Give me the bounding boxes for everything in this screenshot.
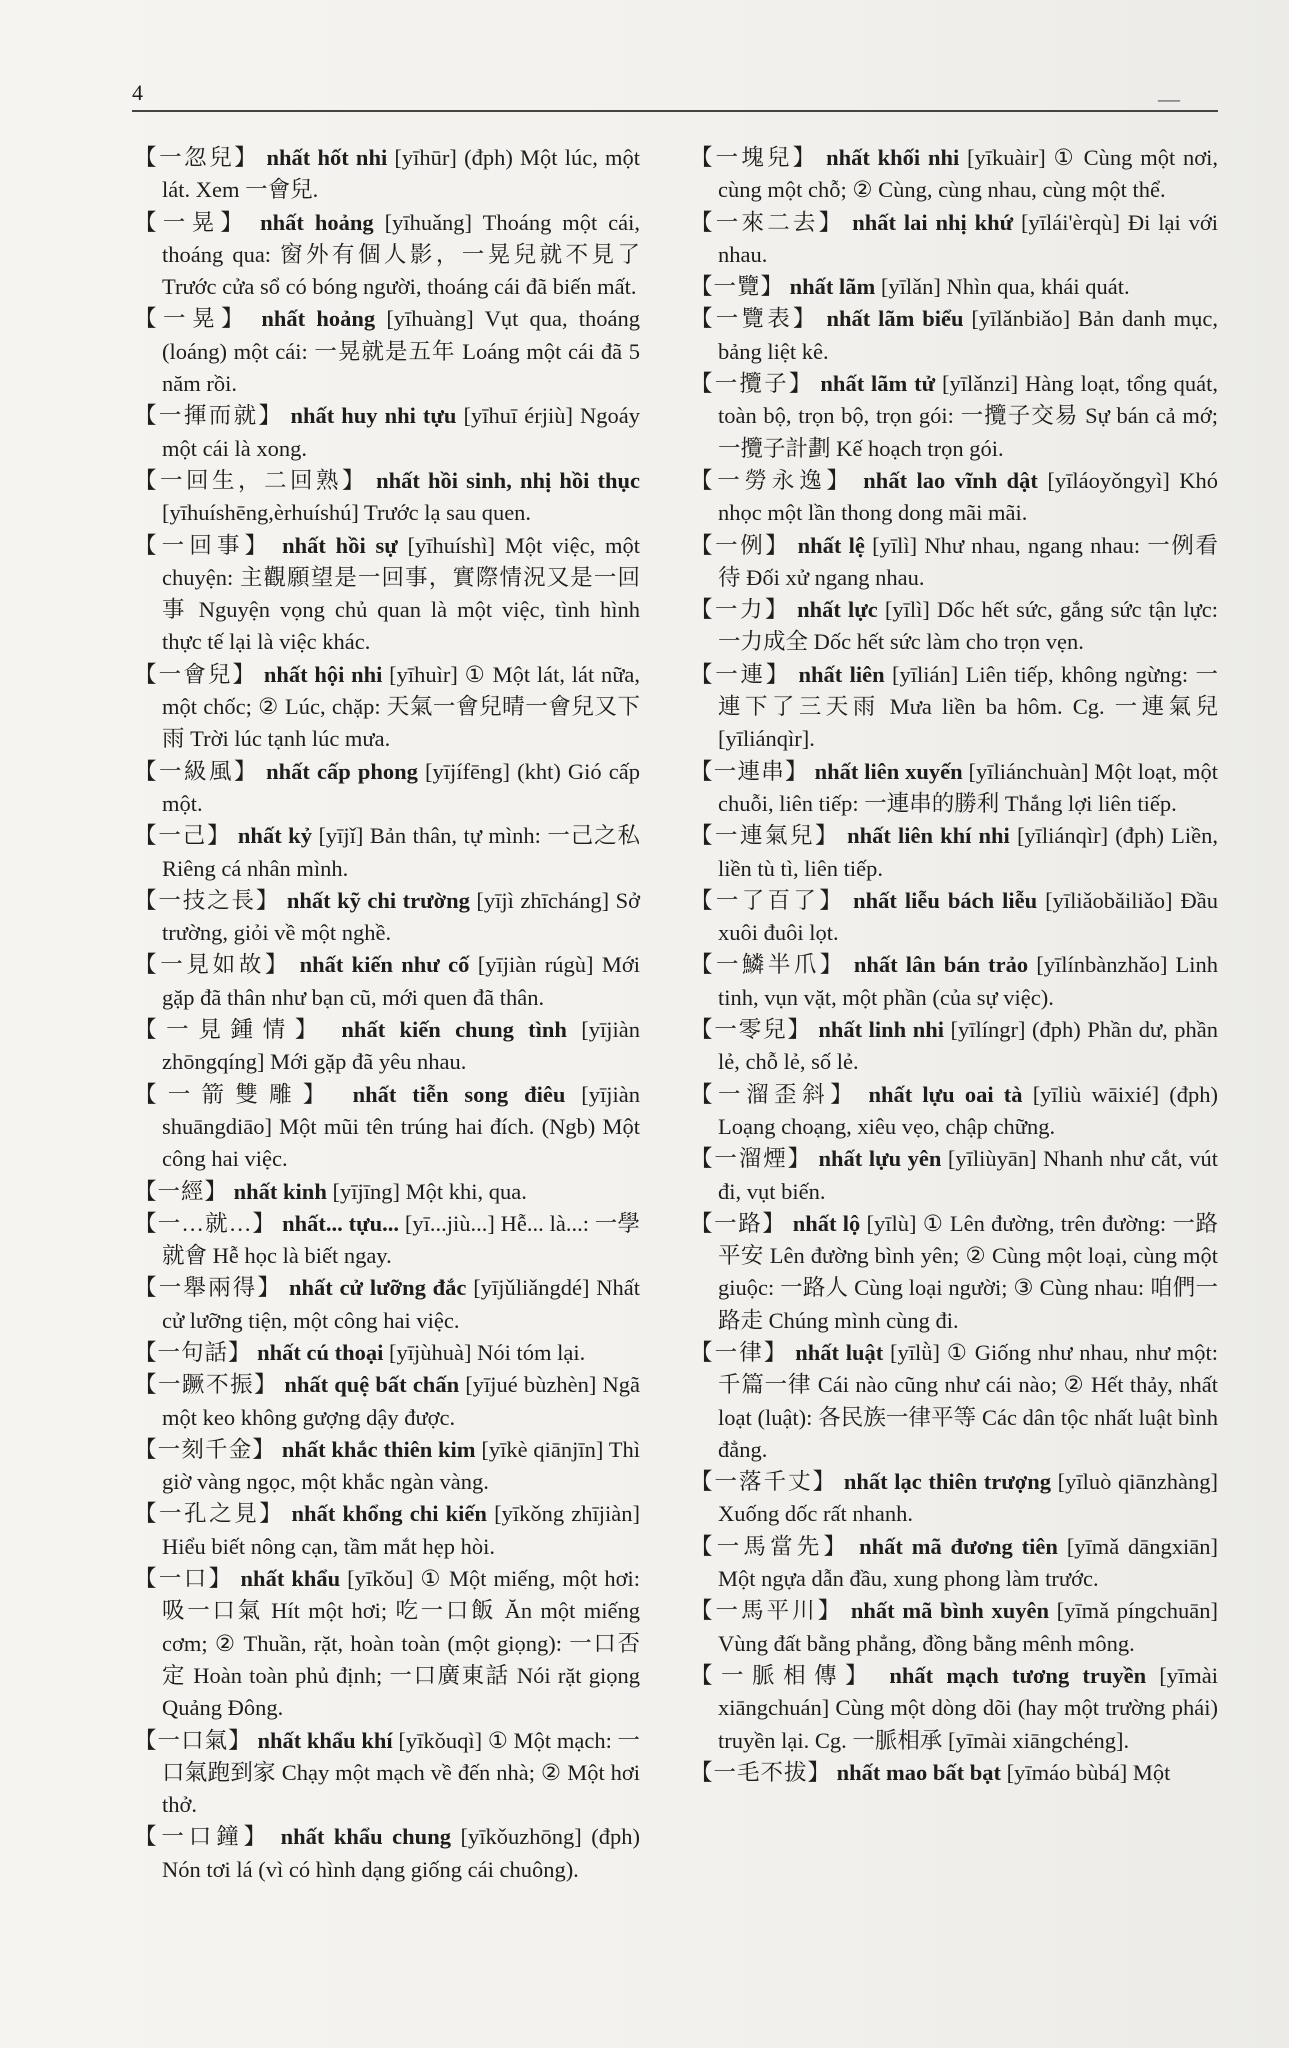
entry-transliteration: nhất lân bán trảo — [853, 952, 1029, 978]
entry-pinyin: [yīhuàng] — [386, 306, 474, 332]
entry-definition: Một ngựa dẫn đầu, xung phong làm trước. — [718, 1566, 1099, 1592]
entry-definition: Hàng loạt, tổng quát, toàn bộ, trọn bộ, trọn gói: 一攬子交易 Sự bán cả mớ; 一攬子計劃 Kế hoạch trọn gói. — [718, 371, 1218, 461]
entry-definition: Nói tóm lại. — [471, 1339, 586, 1365]
entry-pinyin: [yīmǎ píngchuān] — [1056, 1598, 1219, 1624]
entry-definition: (đph) Loạng choạng, xiêu vẹo, chập chững. — [718, 1081, 1218, 1139]
entry-headword: 【一攬子】 — [690, 371, 814, 397]
entry-pinyin: [yījì zhīcháng] — [476, 887, 610, 913]
entry-pinyin: [yīmáo bùbá] — [1006, 1759, 1128, 1785]
dictionary-entry — [690, 303, 1218, 368]
entry-headword: 【一覽表】 — [690, 306, 819, 332]
entry-headword: 【一勞永逸】 — [690, 467, 854, 493]
entry-headword: 【一例】 — [690, 532, 791, 558]
entry-pinyin: [yīlínbànzhǎo] — [1036, 952, 1168, 978]
entry-definition: Khó nhọc một lần thong dong mãi mãi. — [718, 467, 1219, 526]
entry-pinyin: [yīlái'èrqù] — [1021, 209, 1121, 235]
dictionary-entry — [134, 1079, 640, 1176]
entry-definition: Sở trường, giỏi về một nghề. — [162, 887, 640, 946]
entry-transliteration: nhất liễu bách liễu — [853, 887, 1038, 913]
entry-pinyin: [yīkǒuzhōng] — [460, 1824, 582, 1850]
entry-transliteration: nhất hoảng — [261, 306, 376, 332]
entry-transliteration: nhất mạch tương truyền — [889, 1662, 1147, 1688]
entry-headword: 【一口氣】 — [134, 1727, 252, 1753]
entry-pinyin: [yīlǎnzi] — [941, 371, 1019, 397]
entry-definition: Một việc, một chuyện: 主觀願望是一回事，實際情況又是一回事 Nguyện vọng chủ quan là một việc, tình hình thực tế lại là việc khác. — [162, 532, 641, 655]
entry-transliteration: nhất kinh — [233, 1178, 327, 1204]
entry-definition: ① Giống như nhau, như một: 千篇一律 Cái nào cũng như cái nào; ② Hết thảy, nhất loạt (luật): 各民族一律平等 Các dân tộc nhất luật bình đẳng. — [718, 1339, 1219, 1462]
entry-definition: (đph) Phần dư, phần lẻ, chỗ lẻ, số lẻ. — [718, 1017, 1218, 1075]
entry-pinyin: [yījué bùzhèn] — [465, 1372, 597, 1398]
entry-pinyin: [yīkǒng zhījiàn] — [494, 1501, 641, 1527]
entry-transliteration: nhất khẩu khí — [257, 1727, 393, 1753]
entry-headword: 【一零兒】 — [690, 1017, 812, 1043]
entry-transliteration: nhất liên khí nhi — [847, 823, 1010, 849]
entry-headword: 【一連串】 — [690, 758, 809, 784]
entry-definition: Một mũi tên trúng hai đích. (Ngb) Một công hai việc. — [162, 1113, 640, 1172]
dictionary-entry — [690, 1143, 1218, 1208]
entry-definition: Hễ... là...: 一學就會 Hễ học là biết ngay. — [162, 1210, 641, 1269]
entry-transliteration: nhất hốt nhi — [266, 145, 388, 170]
entry-headword: 【一鱗半爪】 — [690, 952, 846, 978]
entry-transliteration: nhất mã bình xuyên — [850, 1598, 1049, 1624]
entry-transliteration: nhất lựu oai tà — [868, 1081, 1023, 1107]
entry-pinyin: [yīlì] — [872, 532, 918, 558]
entry-headword: 【一連氣兒】 — [690, 823, 840, 849]
dictionary-entry — [690, 1014, 1218, 1079]
header-mark: — — [1158, 86, 1180, 111]
entry-transliteration: nhất linh nhi — [818, 1017, 944, 1043]
entry-transliteration: nhất mã đương tiên — [859, 1533, 1058, 1559]
entry-pinyin: [yīkǒuqì] — [398, 1727, 483, 1753]
entry-definition: Linh tinh, vụn vặt, một phần (của sự việc). — [718, 952, 1219, 1010]
dictionary-entry — [134, 1208, 640, 1273]
entry-definition: (kht) Gió cấp một. — [162, 758, 641, 816]
dictionary-entry — [134, 1369, 640, 1434]
dictionary-entry — [134, 1498, 640, 1563]
entry-definition: Thì giờ vàng ngọc, một khắc ngàn vàng. — [162, 1436, 640, 1495]
entry-definition: (đph) Một lúc, một lát. Xem 一會兒. — [162, 145, 641, 203]
dictionary-entry — [134, 949, 640, 1014]
entry-definition: Một loạt, một chuỗi, liên tiếp: 一連串的勝利 Thắng lợi liên tiếp. — [718, 758, 1218, 816]
entry-pinyin: [yīhuī érjiù] — [463, 403, 573, 429]
entry-definition: Bản thân, tự mình: 一己之私 Riêng cá nhân mình. — [162, 823, 640, 881]
entry-headword: 【一塊兒】 — [690, 145, 819, 170]
entry-definition: (đph) Nón tơi lá (vì có hình dạng giống cái chuông). — [162, 1824, 640, 1882]
entry-headword: 【一晃】 — [134, 306, 251, 332]
entry-definition: Ngã một keo không gượng dậy được. — [162, 1372, 640, 1430]
entry-pinyin: [yīluò qiānzhàng] — [1057, 1469, 1219, 1495]
entry-transliteration: nhất khổng chi kiến — [291, 1501, 487, 1527]
entry-definition: Mới gặp đã thân như bạn cũ, mới quen đã thân. — [162, 952, 641, 1010]
dictionary-entry — [134, 142, 640, 207]
entry-transliteration: nhất mao bất bạt — [836, 1759, 1002, 1785]
dictionary-entry — [690, 820, 1218, 885]
entry-definition: ① Một miếng, một hơi: 吸一口氣 Hít một hơi; 吃一口飯 Ăn một miếng cơm; ② Thuần, rặt, hoàn toàn (một giọng): 一口否定 Hoàn toàn phủ định; 一口廣東話 Nói rặt giọng Quảng Đông. — [162, 1566, 641, 1721]
entry-transliteration: nhất hoảng — [260, 209, 374, 235]
entry-headword: 【一口】 — [134, 1566, 234, 1592]
entry-transliteration: nhất lộ — [792, 1210, 861, 1236]
entry-headword: 【一溜歪斜】 — [690, 1081, 859, 1107]
dictionary-entry — [690, 207, 1218, 272]
left-column — [134, 142, 640, 1886]
dictionary-entry — [690, 1595, 1218, 1660]
entry-headword: 【一經】 — [134, 1178, 229, 1204]
entry-pinyin: [yījiàn shuāngdiāo] — [162, 1081, 640, 1139]
dictionary-entry — [690, 1660, 1218, 1757]
entry-pinyin: [yījǔliǎngdé] — [473, 1275, 590, 1301]
entry-pinyin: [yīláoyǒngyì] — [1047, 467, 1170, 493]
entry-transliteration: nhất cử lưỡng đắc — [288, 1275, 467, 1301]
entry-transliteration: nhất lạc thiên trượng — [843, 1469, 1051, 1495]
entry-pinyin: [yījīng] — [332, 1178, 400, 1204]
entry-pinyin: [yī...jiù...] — [404, 1210, 495, 1236]
entry-definition: Như nhau, ngang nhau: 一例看待 Đối xử ngang nhau. — [718, 532, 1219, 590]
right-column — [690, 142, 1218, 1789]
entry-pinyin: [yīhūr] — [394, 145, 457, 170]
entry-definition: Ngoáy một cái là xong. — [162, 403, 640, 461]
entry-transliteration: nhất kỷ — [237, 823, 312, 849]
entry-transliteration: nhất... tựu... — [282, 1210, 399, 1236]
entry-pinyin: [yījiàn rúgù] — [477, 952, 594, 978]
entry-definition: Dốc hết sức, gắng sức tận lực: 一力成全 Dốc hết sức làm cho trọn vẹn. — [718, 597, 1218, 655]
dictionary-entry — [134, 1821, 640, 1886]
entry-headword: 【一力】 — [690, 597, 790, 623]
entry-headword: 【一技之長】 — [134, 887, 281, 913]
entry-definition: Liên tiếp, không ngừng: 一連下了三天雨 Mưa liền ba hôm. Cg. 一連氣兒 [yīliánqìr]. — [718, 661, 1218, 752]
entry-pinyin: [yīlǎn] — [880, 274, 941, 300]
entry-definition: Vùng đất bằng phẳng, đồng bằng mênh mông. — [718, 1630, 1135, 1656]
entry-pinyin: [yīhuìr] — [389, 661, 458, 687]
entry-headword: 【一覽】 — [690, 274, 785, 300]
entry-definition: ① Lên đường, trên đường: 一路平安 Lên đường bình yên; ② Cùng một loại, cùng một giuộc: 一路人 Cùng loại người; ③ Cùng nhau: 咱們一路走 Chúng mình cùng đi. — [718, 1210, 1218, 1333]
dictionary-entry — [690, 1757, 1218, 1789]
entry-pinyin: [yīmài xiāngchuán] — [718, 1662, 1219, 1721]
entry-transliteration: nhất lãm tử — [820, 371, 936, 397]
entry-pinyin: [yījǐ] — [318, 823, 364, 849]
entry-headword: 【一晃】 — [134, 209, 250, 235]
entry-headword: 【一見如故】 — [134, 952, 292, 978]
entry-headword: 【一回生，二回熟】 — [134, 467, 368, 493]
entry-pinyin: [yīhuǎng] — [384, 209, 473, 235]
dictionary-entry — [690, 142, 1218, 207]
entry-pinyin: [yīliánchuàn] — [968, 758, 1089, 784]
entry-definition: Vụt qua, thoáng (loáng) một cái: 一晃就是五年 Loáng một cái đã 5 năm rồi. — [162, 306, 641, 397]
header-rule — [132, 110, 1218, 112]
dictionary-entry — [690, 1337, 1218, 1466]
entry-headword: 【一律】 — [690, 1339, 789, 1365]
entry-pinyin: [yīliánqìr] — [1016, 823, 1109, 849]
dictionary-entry — [690, 1079, 1218, 1144]
entry-pinyin: [yīhuíshì] — [407, 532, 496, 558]
entry-definition: Mới gặp đã yêu nhau. — [264, 1049, 467, 1075]
dictionary-entry — [690, 1466, 1218, 1531]
entry-headword: 【一句話】 — [134, 1339, 252, 1365]
entry-transliteration: nhất lai nhị khứ — [852, 209, 1014, 235]
entry-headword: 【一刻千金】 — [134, 1436, 277, 1462]
entry-headword: 【一忽兒】 — [134, 145, 260, 170]
entry-transliteration: nhất lựu yên — [818, 1146, 942, 1172]
dictionary-entry — [134, 659, 640, 756]
entry-pinyin: [yījùhuà] — [389, 1339, 472, 1365]
entry-headword: 【一己】 — [134, 823, 232, 849]
entry-headword: 【一了百了】 — [690, 887, 846, 913]
entry-definition: Bản danh mục, bảng liệt kê. — [718, 306, 1219, 364]
entry-headword: 【一級風】 — [134, 758, 259, 784]
entry-transliteration: nhất lệ — [797, 532, 865, 558]
entry-transliteration: nhất quệ bất chấn — [284, 1372, 460, 1398]
dictionary-entry — [134, 1725, 640, 1822]
entry-headword: 【一口鐘】 — [134, 1824, 272, 1850]
dictionary-entry — [690, 949, 1218, 1014]
dictionary-entry — [134, 885, 640, 950]
entry-transliteration: nhất hội nhi — [263, 661, 383, 687]
entry-definition: ① Một lát, lát nữa, một chốc; ② Lúc, chặp: 天氣一會兒晴一會兒又下雨 Trời lúc tạnh lúc mưa. — [162, 661, 641, 752]
entry-headword: 【一路】 — [690, 1210, 787, 1236]
entry-definition: Xuống dốc rất nhanh. — [718, 1501, 913, 1527]
dictionary-entry — [134, 1337, 640, 1369]
entry-transliteration: nhất luật — [795, 1339, 884, 1365]
entry-transliteration: nhất kiến chung tình — [341, 1017, 567, 1043]
entry-definition: Nhìn qua, khái quát. — [940, 274, 1130, 300]
entry-pinyin: [yīkè qiānjīn] — [481, 1436, 604, 1462]
entry-pinyin: [yīliù wāixié] — [1032, 1081, 1160, 1107]
entry-definition: Thoáng một cái, thoáng qua: 窗外有個人影，一晃兒就不見了 Trước cửa sổ có bóng người, thoáng cái đã biến mất. — [162, 209, 641, 300]
entry-definition: Hiểu biết nông cạn, tầm mắt hẹp hòi. — [162, 1533, 496, 1559]
entry-headword: 【一馬當先】 — [690, 1533, 851, 1559]
entry-definition: Một khi, qua. — [399, 1178, 527, 1204]
entry-headword: 【一蹶不振】 — [134, 1372, 279, 1398]
entry-transliteration: nhất khẩu chung — [280, 1824, 451, 1850]
dictionary-entry — [134, 1014, 640, 1079]
entry-definition: (đph) Liền, liền tù tì, liên tiếp. — [718, 823, 1219, 881]
entry-headword: 【一孔之見】 — [134, 1501, 285, 1527]
entry-transliteration: nhất cấp phong — [266, 758, 418, 784]
entry-pinyin: [yīliǎobǎiliǎo] — [1045, 887, 1173, 913]
entry-transliteration: nhất kỹ chi trường — [286, 887, 470, 913]
entry-pinyin: [yīlǎnbiǎo] — [971, 306, 1071, 332]
entry-definition: Nhất cử lưỡng tiện, một công hai việc. — [162, 1275, 641, 1333]
dictionary-entry — [690, 530, 1218, 595]
dictionary-entry — [134, 1176, 640, 1208]
entry-headword: 【一見鍾情】 — [134, 1017, 328, 1043]
entry-headword: 【一…就…】 — [134, 1210, 277, 1236]
entry-definition: Đầu xuôi đuôi lọt. — [718, 887, 1218, 946]
entry-transliteration: nhất huy nhi tựu — [290, 403, 457, 429]
entry-transliteration: nhất lãm — [789, 274, 876, 300]
dictionary-entry — [134, 1434, 640, 1499]
entry-pinyin: [yījiàn zhōngqíng] — [162, 1017, 640, 1075]
entry-definition: ① Cùng một nơi, cùng một chỗ; ② Cùng, cùng nhau, cùng một thể. — [718, 145, 1219, 203]
entry-transliteration: nhất lực — [797, 597, 878, 623]
dictionary-entry — [134, 207, 640, 304]
entry-transliteration: nhất kiến như cố — [299, 952, 470, 978]
entry-headword: 【一舉兩得】 — [134, 1275, 283, 1301]
dictionary-entry — [134, 303, 640, 400]
entry-transliteration: nhất khối nhi — [826, 145, 960, 170]
entry-transliteration: nhất liên xuyến — [814, 758, 963, 784]
entry-pinyin: [yīlù] — [866, 1210, 917, 1236]
entry-pinyin: [yīlián] — [892, 661, 959, 687]
entry-pinyin: [yīlíngr] — [950, 1017, 1026, 1043]
entry-transliteration: nhất liên — [798, 661, 885, 687]
dictionary-entry — [134, 756, 640, 821]
dictionary-entry — [690, 756, 1218, 821]
dictionary-entry — [690, 659, 1218, 756]
entry-headword: 【一回事】 — [134, 532, 273, 558]
dictionary-entry — [690, 368, 1218, 465]
entry-headword: 【一溜煙】 — [690, 1146, 812, 1172]
entry-headword: 【一毛不拔】 — [690, 1759, 832, 1785]
entry-headword: 【一箭雙雕】 — [134, 1081, 337, 1107]
entry-transliteration: nhất cú thoại — [257, 1339, 384, 1365]
entry-pinyin: [yīlǜ] — [890, 1339, 941, 1365]
entry-headword: 【一來二去】 — [690, 209, 845, 235]
entry-headword: 【一揮而就】 — [134, 403, 284, 429]
dictionary-entry — [690, 1208, 1218, 1337]
entry-headword: 【一會兒】 — [134, 661, 258, 687]
dictionary-entry — [134, 400, 640, 465]
dictionary-entry — [690, 885, 1218, 950]
dictionary-entry — [690, 465, 1218, 530]
entry-pinyin: [yījífēng] — [425, 758, 510, 784]
entry-transliteration: nhất hồi sự — [282, 532, 398, 558]
entry-headword: 【一脈相傳】 — [690, 1662, 877, 1688]
entry-pinyin: [yīkǒu] — [347, 1566, 414, 1592]
entry-pinyin: [yīhuíshēng,èrhuíshú] — [162, 500, 359, 526]
entry-pinyin: [yīlì] — [884, 597, 930, 623]
entry-transliteration: nhất lao vĩnh dật — [863, 467, 1038, 493]
dictionary-entry — [134, 530, 640, 659]
entry-transliteration: nhất khẩu — [240, 1566, 341, 1592]
entry-definition: Đi lại với nhau. — [718, 209, 1218, 267]
entry-definition: Nhanh như cắt, vút đi, vụt biến. — [718, 1146, 1219, 1204]
entry-pinyin: [yīkuàir] — [967, 145, 1046, 170]
entry-transliteration: nhất lãm biểu — [826, 306, 964, 332]
dictionary-entry — [134, 1563, 640, 1724]
dictionary-entry — [690, 594, 1218, 659]
entry-definition: ① Một mạch: 一口氣跑到家 Chạy một mạch về đến nhà; ② Một hơi thở. — [162, 1727, 641, 1818]
page-number: 4 — [132, 80, 143, 105]
dictionary-entry — [134, 465, 640, 530]
entry-headword: 【一連】 — [690, 661, 792, 687]
entry-headword: 【一馬平川】 — [690, 1598, 844, 1624]
entry-transliteration: nhất khắc thiên kim — [281, 1436, 476, 1462]
dictionary-entry — [690, 271, 1218, 303]
entry-definition: Cùng một dòng dõi (hay một trường phái) truyền lại. Cg. 一脈相承 [yīmài xiāngchéng]. — [718, 1695, 1218, 1753]
entry-pinyin: [yīmǎ dāngxiān] — [1066, 1533, 1219, 1559]
dictionary-entry — [134, 820, 640, 885]
dictionary-entry — [134, 1272, 640, 1337]
entry-headword: 【一落千丈】 — [690, 1469, 838, 1495]
entry-transliteration: nhất tiễn song điêu — [352, 1081, 566, 1107]
dictionary-entry — [690, 1531, 1218, 1596]
entry-definition: Trước lạ sau quen. — [358, 500, 532, 526]
entry-pinyin: [yīliùyān] — [947, 1146, 1037, 1172]
entry-transliteration: nhất hồi sinh, nhị hồi thục — [376, 467, 640, 493]
entry-definition: Một — [1127, 1759, 1171, 1785]
